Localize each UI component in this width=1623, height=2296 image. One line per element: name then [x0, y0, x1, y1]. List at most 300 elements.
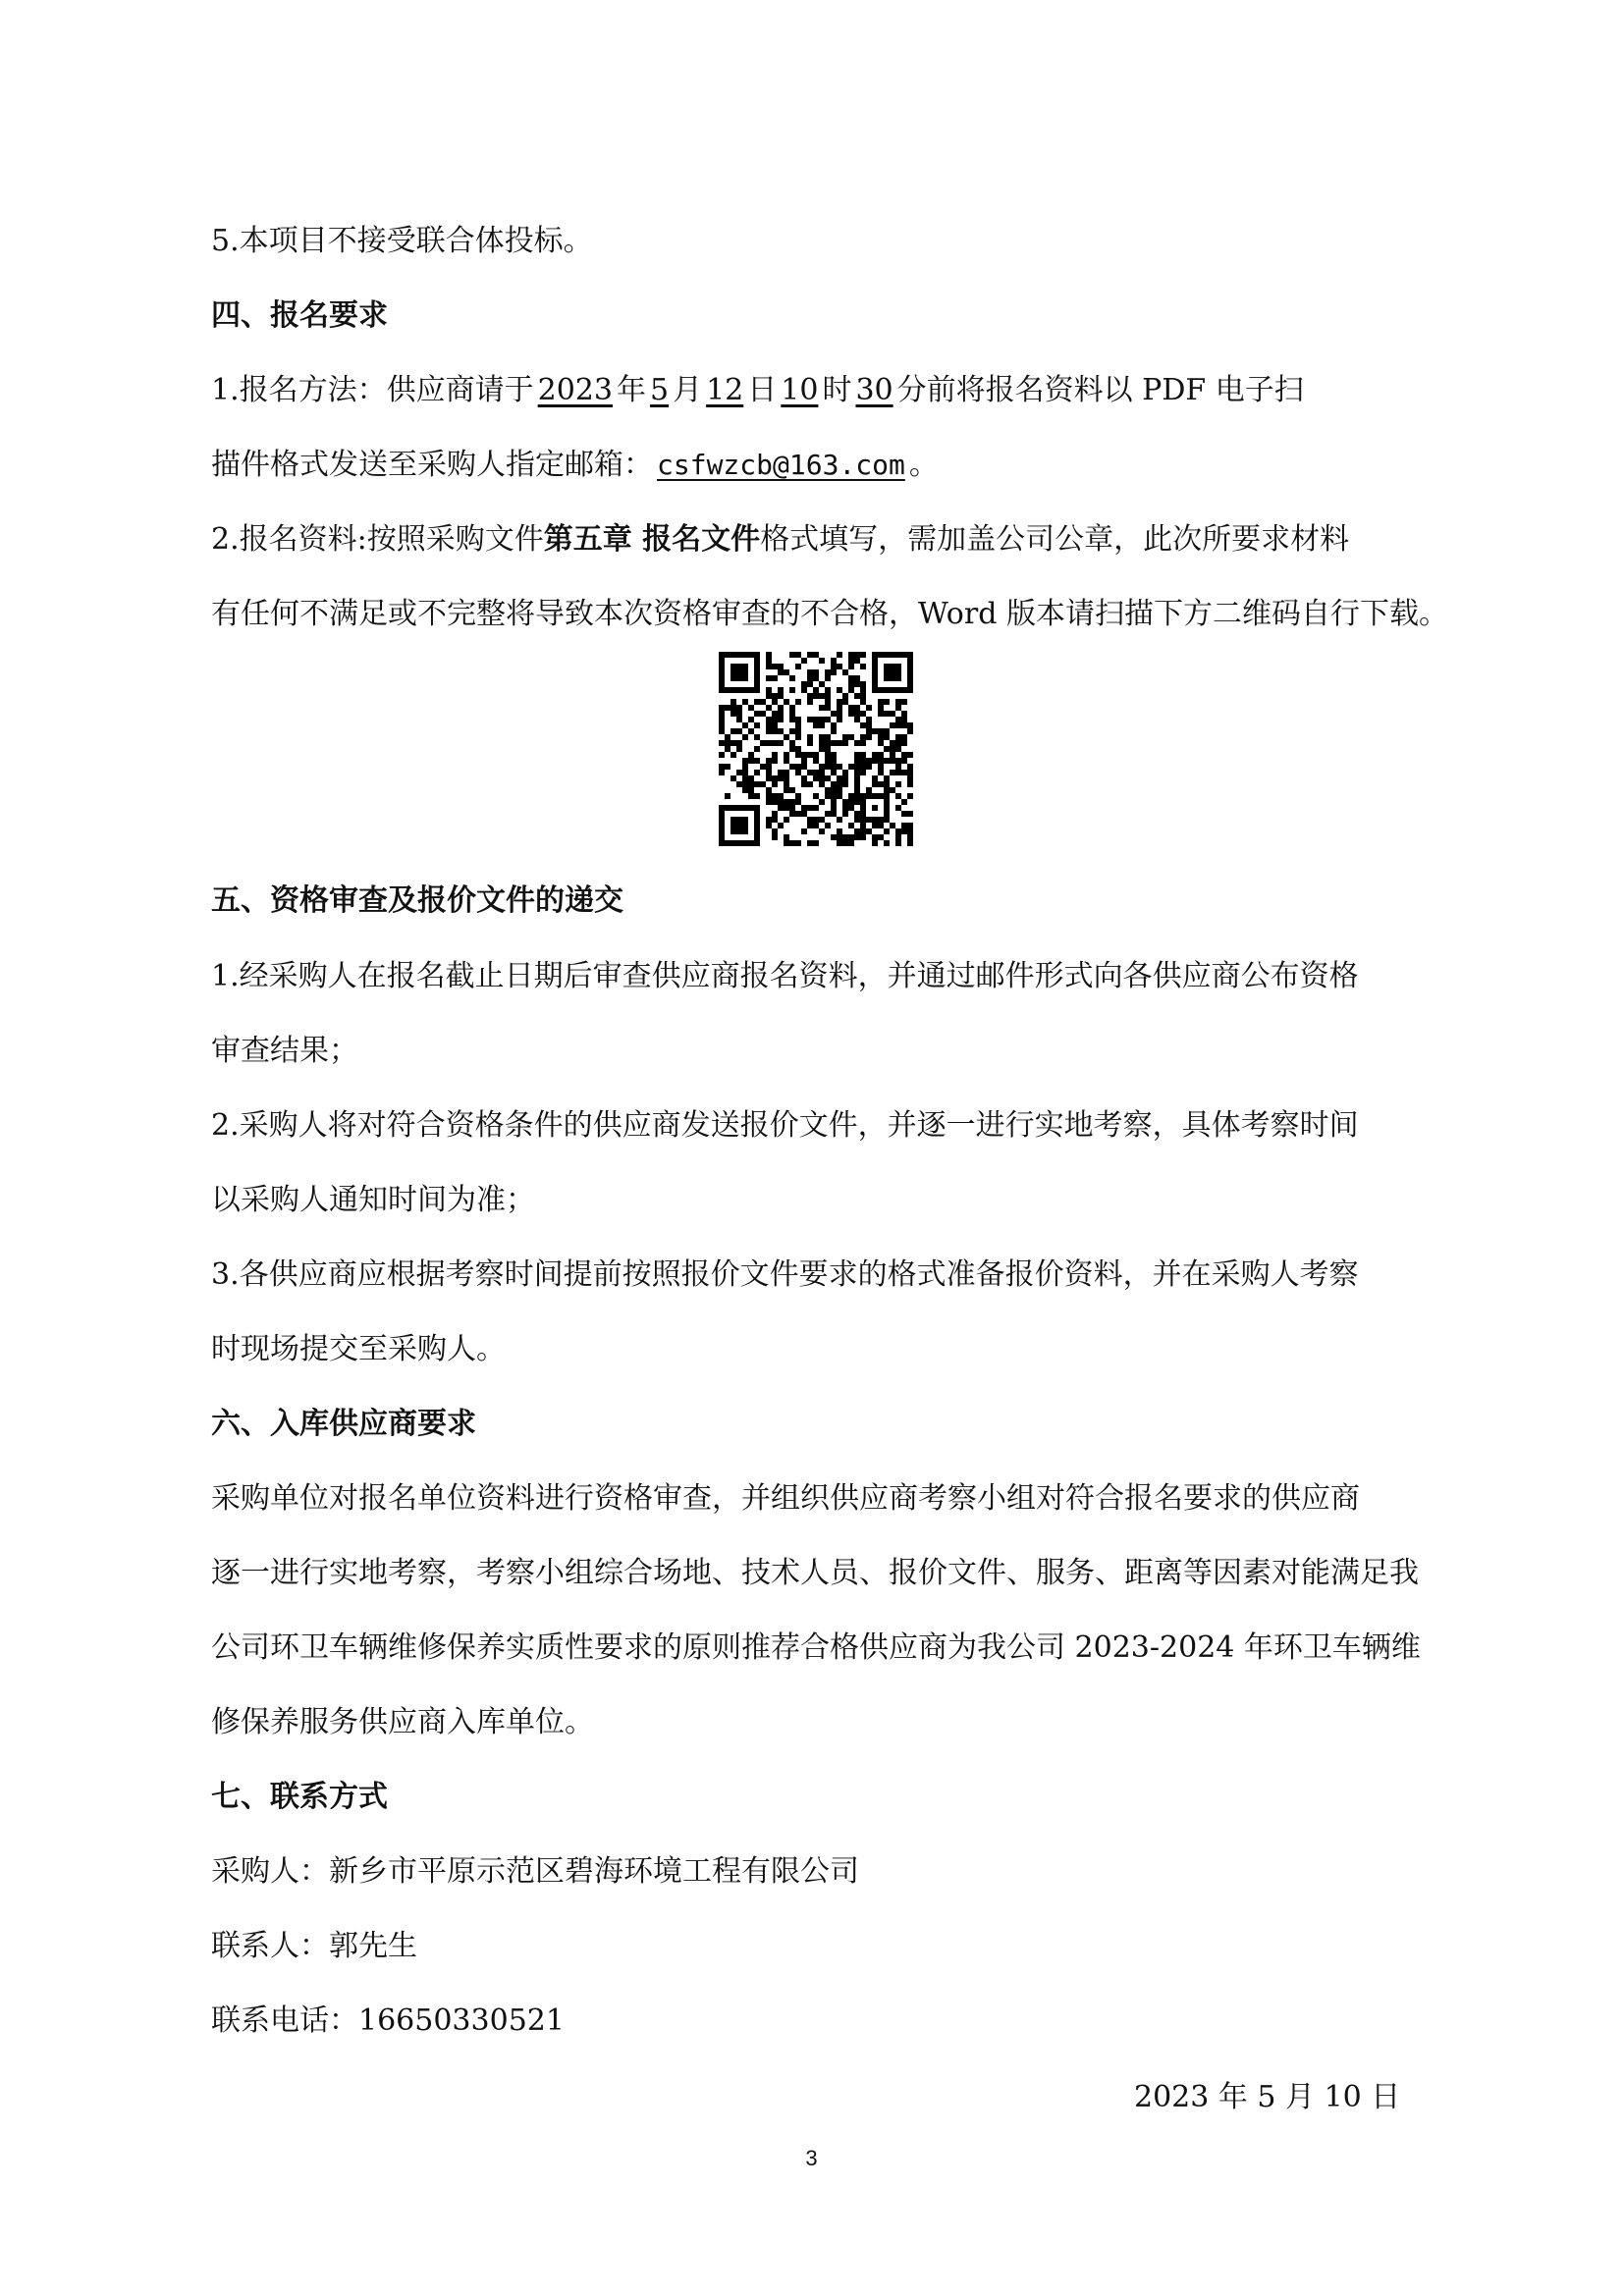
qr-module: [778, 664, 784, 669]
qr-module: [819, 717, 825, 722]
qr-module: [872, 728, 878, 734]
qr-module: [825, 669, 831, 675]
qr-module: [866, 728, 872, 734]
qr-module: [766, 664, 772, 669]
qr-module: [795, 699, 801, 705]
qr-module: [719, 705, 725, 711]
qr-module: [807, 652, 813, 658]
qr-module: [730, 752, 736, 758]
qr-module: [719, 752, 725, 758]
qr-module: [719, 711, 725, 717]
qr-module: [895, 834, 901, 840]
text-month: 月: [673, 373, 703, 407]
qr-module: [719, 764, 725, 770]
qr-module: [725, 793, 730, 799]
qr-module: [736, 728, 742, 734]
item-5: 5.本项目不接受联合体投标。: [211, 224, 593, 258]
qr-module: [895, 722, 901, 728]
qr-module: [772, 752, 778, 758]
qr-module: [878, 834, 884, 840]
qr-module: [866, 764, 872, 770]
qr-module: [819, 770, 825, 775]
qr-module: [860, 687, 866, 693]
section-5-heading: 五、资格审查及报价文件的递交: [211, 883, 623, 918]
qr-module: [789, 787, 795, 793]
qr-code[interactable]: [719, 652, 913, 846]
qr-module: [725, 740, 730, 746]
qr-module: [860, 664, 866, 669]
qr-module: [878, 770, 884, 775]
qr-module: [789, 675, 795, 681]
qr-module: [801, 828, 807, 834]
qr-module: [895, 764, 901, 770]
qr-module: [813, 805, 819, 811]
qr-module: [848, 652, 854, 658]
qr-module: [848, 705, 854, 711]
qr-module: [778, 693, 784, 699]
qr-module: [837, 764, 842, 770]
qr-module: [784, 752, 789, 758]
qr-module: [766, 764, 772, 770]
qr-module: [848, 793, 854, 799]
review-item-2-line2: 以采购人通知时间为准；: [211, 1183, 535, 1217]
qr-module: [784, 770, 789, 775]
qr-module: [778, 687, 784, 693]
qr-module: [795, 664, 801, 669]
qr-module: [801, 752, 807, 758]
qr-module: [736, 717, 742, 722]
qr-module: [813, 722, 819, 728]
qr-module: [813, 675, 819, 681]
qr-module: [866, 734, 872, 740]
qr-module: [795, 770, 801, 775]
qr-module: [748, 781, 754, 787]
qr-module: [825, 687, 831, 693]
qr-module: [907, 728, 913, 734]
qr-module: [837, 817, 842, 823]
qr-module: [748, 787, 754, 793]
qr-module: [819, 799, 825, 805]
qr-module: [895, 746, 901, 752]
qr-module: [895, 828, 901, 834]
qr-module: [901, 711, 907, 717]
qr-module: [837, 664, 842, 669]
deadline-hour: 10: [781, 373, 819, 407]
qr-module: [754, 699, 760, 705]
qr-module: [795, 734, 801, 740]
qr-module: [819, 734, 825, 740]
qr-module: [719, 722, 725, 728]
qr-module: [789, 746, 795, 752]
qr-module: [842, 799, 848, 805]
qr-module: [831, 834, 837, 840]
qr-module: [825, 764, 831, 770]
registration-method-line2: [211, 446, 939, 485]
qr-module: [754, 734, 760, 740]
qr-module: [854, 681, 860, 687]
qr-module: [748, 705, 754, 711]
qr-module: [772, 781, 778, 787]
qr-module: [795, 799, 801, 805]
qr-module: [895, 717, 901, 722]
qr-module: [890, 746, 895, 752]
qr-module: [725, 734, 730, 740]
qr-module: [784, 758, 789, 764]
text-hour: 时: [822, 373, 852, 407]
qr-module: [860, 834, 866, 840]
registration-docs-line2: 有任何不满足或不完整将导致本次资格审查的不合格，Word 版本请扫描下方二维码自行下载。: [211, 597, 1448, 631]
qr-module: [819, 746, 825, 752]
qr-module: [837, 793, 842, 799]
supplier-requirement-line2: 逐一进行实地考察，考察小组综合场地、技术人员、报价文件、服务、距离等因素对能满足我: [211, 1556, 1419, 1590]
section-4-heading: 四、报名要求: [211, 298, 388, 333]
qr-module: [854, 793, 860, 799]
qr-module: [842, 699, 848, 705]
qr-module: [854, 787, 860, 793]
qr-module: [813, 717, 819, 722]
qr-module: [772, 664, 778, 669]
qr-module: [878, 734, 884, 740]
qr-module: [848, 681, 854, 687]
qr-module: [837, 840, 842, 846]
section-6-heading: 六、入库供应商要求: [211, 1407, 476, 1441]
qr-module: [884, 781, 890, 787]
qr-module: [854, 740, 860, 746]
qr-module: [772, 811, 778, 817]
qr-module: [778, 711, 784, 717]
qr-module: [772, 758, 778, 764]
qr-module: [766, 793, 772, 799]
qr-module: [842, 811, 848, 817]
qr-module: [819, 693, 825, 699]
qr-module: [778, 740, 784, 746]
qr-module: [854, 711, 860, 717]
qr-module: [778, 770, 784, 775]
qr-module: [748, 752, 754, 758]
qr-module: [766, 770, 772, 775]
qr-module: [878, 781, 884, 787]
qr-module: [831, 658, 837, 664]
qr-module: [760, 781, 766, 787]
qr-module: [831, 669, 837, 675]
qr-module: [772, 834, 778, 840]
qr-module: [801, 687, 807, 693]
qr-module: [890, 758, 895, 764]
qr-module: [801, 775, 807, 781]
qr-module: [789, 728, 795, 734]
qr-module: [895, 840, 901, 846]
qr-module: [854, 652, 860, 658]
qr-module: [831, 740, 837, 746]
qr-module: [837, 711, 842, 717]
qr-module: [890, 823, 895, 828]
qr-module: [778, 705, 784, 711]
qr-module: [866, 717, 872, 722]
qr-module: [901, 823, 907, 828]
qr-module: [766, 775, 772, 781]
qr-alignment: [872, 805, 878, 811]
qr-module: [848, 675, 854, 681]
qr-module: [837, 787, 842, 793]
qr-module: [848, 664, 854, 669]
qr-module: [837, 775, 842, 781]
qr-module: [819, 775, 825, 781]
qr-module: [831, 758, 837, 764]
qr-module: [784, 787, 789, 793]
qr-module: [766, 817, 772, 823]
qr-module: [736, 705, 742, 711]
qr-module: [807, 817, 813, 823]
text-day: 日: [747, 373, 778, 407]
qr-module: [719, 740, 725, 746]
qr-module: [831, 805, 837, 811]
qr-module: [748, 793, 754, 799]
qr-module: [860, 828, 866, 834]
qr-module: [854, 775, 860, 781]
qr-module: [784, 834, 789, 840]
qr-module: [848, 805, 854, 811]
qr-module: [842, 770, 848, 775]
qr-module: [813, 770, 819, 775]
qr-module: [789, 811, 795, 817]
qr-module: [831, 799, 837, 805]
qr-module: [730, 740, 736, 746]
deadline-day: 12: [706, 373, 744, 407]
qr-module: [789, 740, 795, 746]
registration-method-prefix: 1.报名方法：供应商请于: [211, 373, 534, 407]
qr-module: [807, 669, 813, 675]
qr-module: [807, 740, 813, 746]
qr-module: [813, 840, 819, 846]
qr-module: [837, 834, 842, 840]
qr-module: [772, 711, 778, 717]
email-label: 描件格式发送至采购人指定邮箱：: [211, 448, 653, 482]
qr-module: [813, 669, 819, 675]
qr-module: [831, 722, 837, 728]
qr-module: [760, 711, 766, 717]
qr-module: [860, 770, 866, 775]
qr-module: [772, 799, 778, 805]
email-link[interactable]: csfwzcb@163.com: [657, 449, 905, 481]
qr-module: [754, 770, 760, 775]
qr-module: [884, 775, 890, 781]
qr-module: [831, 793, 837, 799]
qr-module: [784, 699, 789, 705]
qr-module: [901, 828, 907, 834]
qr-module: [895, 699, 901, 705]
qr-module: [854, 834, 860, 840]
registration-method-line1: [211, 371, 1304, 410]
qr-module: [772, 828, 778, 834]
qr-module: [837, 705, 842, 711]
qr-module: [907, 781, 913, 787]
qr-module: [784, 734, 789, 740]
qr-module: [842, 805, 848, 811]
qr-module: [754, 722, 760, 728]
qr-module: [895, 805, 901, 811]
qr-module: [878, 705, 884, 711]
qr-module: [842, 740, 848, 746]
qr-module: [784, 805, 789, 811]
qr-module: [884, 758, 890, 764]
review-item-3-line2: 时现场提交至采购人。: [211, 1332, 506, 1366]
qr-module: [884, 746, 890, 752]
qr-module: [766, 758, 772, 764]
qr-module: [784, 781, 789, 787]
qr-module: [742, 734, 748, 740]
qr-module: [866, 758, 872, 764]
qr-module: [742, 758, 748, 764]
qr-module: [825, 823, 831, 828]
qr-module: [901, 734, 907, 740]
qr-module: [819, 817, 825, 823]
qr-module: [837, 828, 842, 834]
qr-module: [848, 799, 854, 805]
qr-module: [848, 687, 854, 693]
document-date: 2023 年 5 月 10 日: [1134, 2080, 1401, 2114]
qr-module: [784, 799, 789, 805]
qr-module: [878, 740, 884, 746]
qr-module: [854, 705, 860, 711]
qr-module: [795, 752, 801, 758]
deadline-month: 5: [649, 373, 670, 407]
qr-module: [754, 746, 760, 752]
qr-module: [778, 805, 784, 811]
email-suffix: 。: [908, 448, 939, 482]
qr-module: [795, 764, 801, 770]
qr-module: [890, 770, 895, 775]
qr-module: [854, 693, 860, 699]
qr-module: [848, 834, 854, 840]
qr-module: [895, 758, 901, 764]
qr-module: [901, 799, 907, 805]
qr-module: [719, 728, 725, 734]
qr-module: [742, 787, 748, 793]
qr-module: [801, 681, 807, 687]
qr-module: [813, 687, 819, 693]
qr-module: [825, 793, 831, 799]
qr-module: [766, 687, 772, 693]
qr-module: [895, 734, 901, 740]
qr-module: [766, 799, 772, 805]
qr-module: [807, 823, 813, 828]
qr-module: [742, 699, 748, 705]
qr-module: [884, 787, 890, 793]
qr-module: [854, 770, 860, 775]
qr-module: [901, 752, 907, 758]
qr-module: [719, 770, 725, 775]
qr-module: [837, 699, 842, 705]
qr-module: [825, 717, 831, 722]
qr-module: [878, 764, 884, 770]
qr-module: [801, 764, 807, 770]
qr-module: [831, 711, 837, 717]
contact-person: 联系人：郭先生: [211, 1929, 417, 1963]
qr-module: [831, 752, 837, 758]
qr-module: [813, 817, 819, 823]
registration-method-suffix: 分前将报名资料以 PDF 电子扫: [896, 373, 1304, 407]
qr-module: [813, 652, 819, 658]
qr-module: [831, 664, 837, 669]
review-item-3-line1: 3.各供应商应根据考察时间提前按照报价文件要求的格式准备报价资料，并在采购人考察: [211, 1257, 1359, 1292]
qr-module: [778, 823, 784, 828]
qr-module: [866, 705, 872, 711]
qr-module: [872, 752, 878, 758]
qr-module: [895, 705, 901, 711]
qr-module: [789, 717, 795, 722]
qr-module: [819, 681, 825, 687]
qr-module: [854, 764, 860, 770]
qr-module: [766, 675, 772, 681]
qr-module: [901, 740, 907, 746]
review-item-2-line1: 2.采购人将对符合资格条件的供应商发送报价文件，并逐一进行实地考察，具体考察时间: [211, 1108, 1359, 1143]
qr-module: [890, 787, 895, 793]
qr-module: [766, 717, 772, 722]
qr-module: [860, 752, 866, 758]
qr-module: [878, 728, 884, 734]
qr-module: [901, 811, 907, 817]
qr-module: [778, 669, 784, 675]
qr-module: [736, 746, 742, 752]
qr-module: [772, 699, 778, 705]
qr-module: [901, 717, 907, 722]
supplier-requirement-line1: 采购单位对报名单位资料进行资格审查，并组织供应商考察小组对符合报名要求的供应商: [211, 1481, 1360, 1516]
qr-module: [848, 734, 854, 740]
qr-module: [748, 717, 754, 722]
qr-module: [778, 775, 784, 781]
qr-module: [801, 758, 807, 764]
qr-module: [848, 823, 854, 828]
qr-module: [807, 840, 813, 846]
qr-module: [789, 687, 795, 693]
qr-module: [860, 740, 866, 746]
qr-module: [872, 823, 878, 828]
qr-module: [742, 775, 748, 781]
qr-module: [907, 764, 913, 770]
qr-module: [907, 823, 913, 828]
qr-module: [795, 793, 801, 799]
qr-module: [825, 734, 831, 740]
qr-module: [813, 752, 819, 758]
qr-module: [772, 817, 778, 823]
qr-module: [772, 693, 778, 699]
qr-module: [819, 781, 825, 787]
qr-module: [772, 793, 778, 799]
qr-module: [837, 740, 842, 746]
qr-module: [825, 693, 831, 699]
qr-module: [784, 775, 789, 781]
qr-module: [837, 781, 842, 787]
qr-module: [895, 740, 901, 746]
qr-module: [860, 823, 866, 828]
qr-module: [872, 775, 878, 781]
qr-module: [895, 770, 901, 775]
qr-module: [730, 705, 736, 711]
qr-module: [831, 728, 837, 734]
qr-module: [907, 775, 913, 781]
qr-module: [725, 764, 730, 770]
qr-module: [754, 758, 760, 764]
qr-module: [742, 722, 748, 728]
qr-module: [825, 699, 831, 705]
qr-module: [842, 775, 848, 781]
qr-module: [848, 711, 854, 717]
qr-module: [784, 669, 789, 675]
page-number: 3: [805, 2146, 818, 2170]
qr-module: [813, 693, 819, 699]
qr-module: [766, 658, 772, 664]
qr-module: [760, 740, 766, 746]
